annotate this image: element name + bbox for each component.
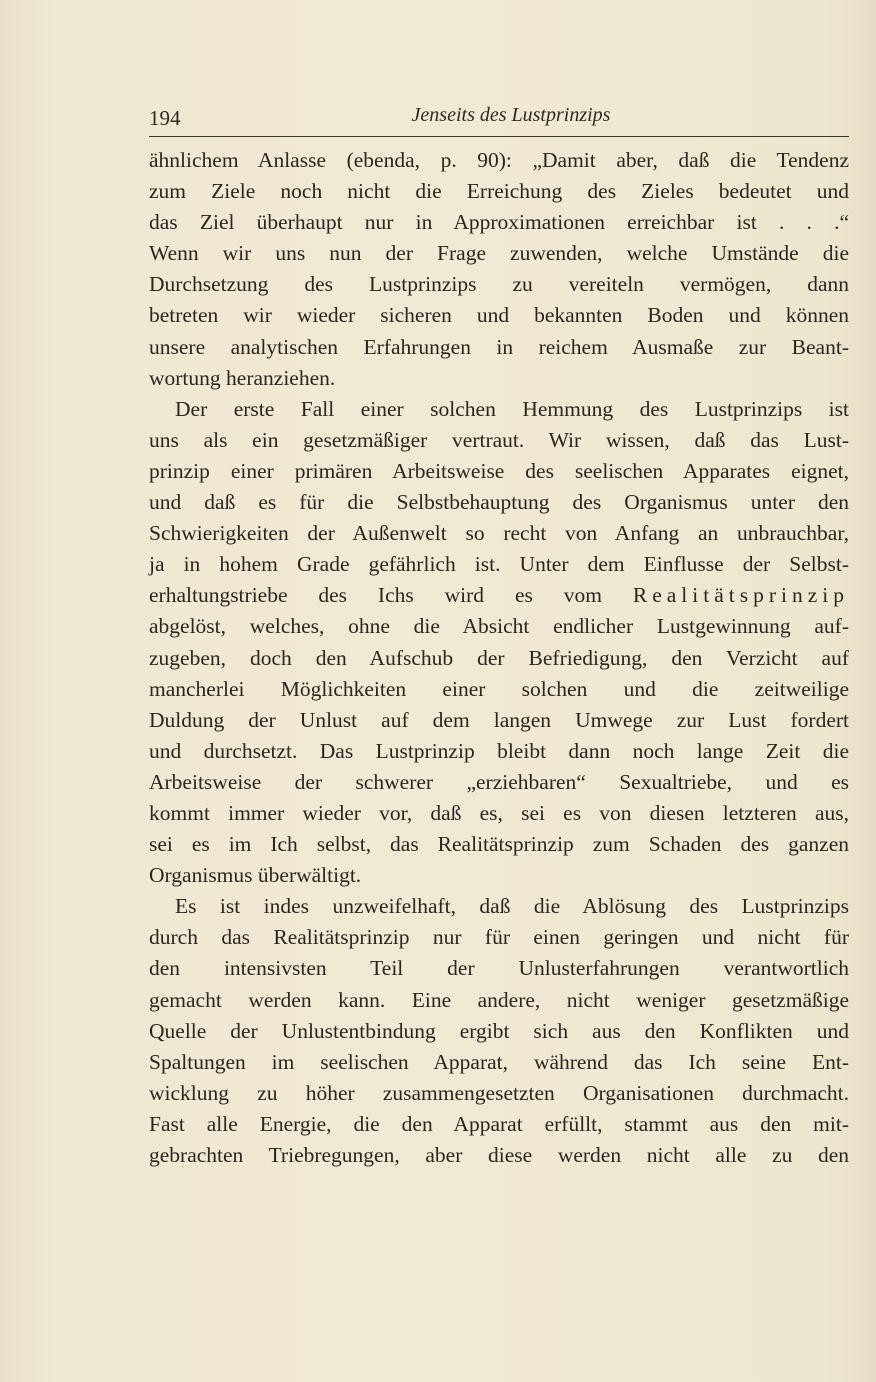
text-line: wortung heranziehen. (149, 365, 336, 390)
text-line: Schwierigkeiten der Außenwelt so recht von Anfang an unbrauchbar, (149, 521, 849, 546)
text-line: Organismus überwältigt. (149, 863, 362, 888)
page-header (149, 104, 849, 132)
paragraph-start-line: Es ist indes unzweifelhaft, daß die Ablösung des Lustprinzips (175, 894, 849, 919)
header-rule (149, 136, 849, 137)
text-line: und durchsetzt. Das Lustprinzip bleibt dann noch lange Zeit die (149, 738, 849, 763)
text-line: wicklung zu höher zusammengesetzten Organisationen durchmacht. (149, 1080, 849, 1105)
text-line: den intensivsten Teil der Unlusterfahrungen verantwortlich (149, 956, 849, 981)
text-line: mancherlei Möglichkeiten einer solchen und die zeitweilige (149, 676, 849, 701)
text-line: unsere analytischen Erfahrungen in reichem Ausmaße zur Beant- (149, 334, 849, 359)
text-line: ja in hohem Grade gefährlich ist. Unter dem Einflusse der Selbst- (149, 552, 849, 577)
text-line: zugeben, doch den Aufschub der Befriedigung, den Verzicht auf (149, 645, 849, 670)
text-line: das Ziel überhaupt nur in Approximationen erreichbar ist . . .“ (149, 210, 849, 235)
page-number: 194 (149, 106, 181, 130)
text-line: kommt immer wieder vor, daß es, sei es von diesen letzteren aus, (149, 800, 849, 825)
text-line: uns als ein gesetzmäßiger vertraut. Wir wissen, daß das Lust- (149, 427, 849, 452)
text-line: Durchsetzung des Lustprinzips zu vereiteln vermögen, dann (149, 272, 849, 297)
text-line: Duldung der Unlust auf dem langen Umwege zur Lust fordert (149, 707, 849, 732)
text-line: Fast alle Energie, die den Apparat erfüllt, stammt aus den mit- (149, 1111, 849, 1136)
text-line: Spaltungen im seelischen Apparat, während das Ich seine Ent- (149, 1049, 849, 1074)
text-line: durch das Realitätsprinzip nur für einen geringen und nicht für (149, 925, 849, 950)
text-line: abgelöst, welches, ohne die Absicht endlicher Lustgewinnung auf- (149, 614, 849, 639)
text-line-with-emphasis (149, 580, 849, 611)
body-text (149, 145, 849, 1171)
text-line: zum Ziele noch nicht die Erreichung des Zieles bedeutet und (149, 179, 849, 204)
text-line: Arbeitsweise der schwerer „erziehbaren“ Sexualtriebe, und es (149, 769, 849, 794)
text-line: gemacht werden kann. Eine andere, nicht weniger gesetzmäßige (149, 987, 849, 1012)
text-line: ähnlichem Anlasse (ebenda, p. 90): „Damit aber, daß die Tendenz (149, 148, 849, 172)
text-line: sei es im Ich selbst, das Realitätsprinzip zum Schaden des ganzen (149, 832, 849, 857)
running-title: Jenseits des Lustprinzips (411, 104, 611, 126)
text-line: betreten wir wieder sicheren und bekannten Boden und können (149, 303, 849, 328)
emphasized-term: Realitätsprinzip (632, 583, 849, 608)
text-line: Wenn wir uns nun der Frage zuwenden, welche Umstände die (149, 241, 849, 266)
text-line: prinzip einer primären Arbeitsweise des seelischen Apparates eignet, (149, 458, 849, 483)
paragraph-start-line: Der erste Fall einer solchen Hemmung des Lustprinzips ist (175, 396, 849, 421)
line-text: erhaltungstriebe des Ichs wird es vom (149, 583, 602, 608)
text-line: gebrachten Triebregungen, aber diese werden nicht alle zu den (149, 1143, 849, 1167)
text-line: Quelle der Unlustentbindung ergibt sich aus den Konflikten und (149, 1018, 849, 1043)
text-line: und daß es für die Selbstbehauptung des Organismus unter den (149, 490, 849, 515)
